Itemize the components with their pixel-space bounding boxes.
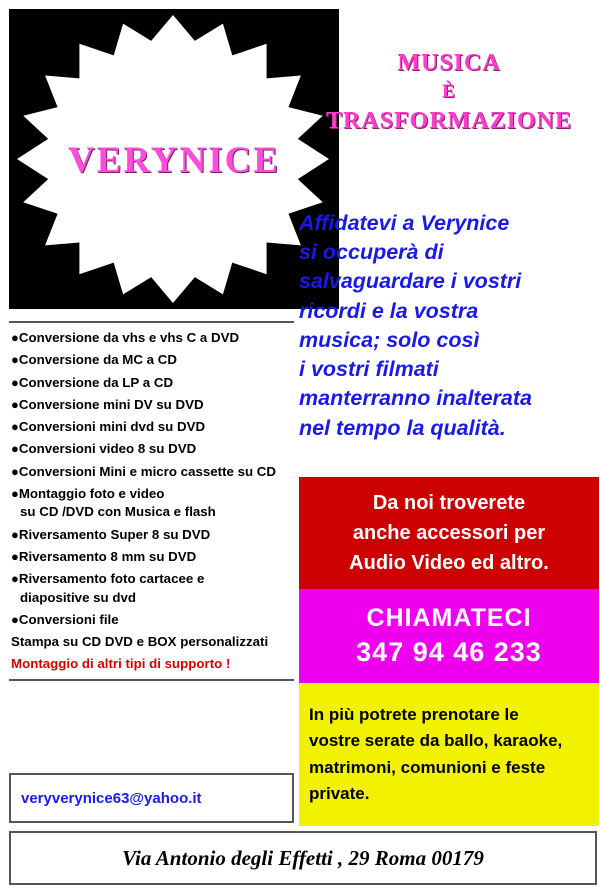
- bullet-icon: ●: [11, 441, 19, 457]
- bullet-icon: ●: [11, 330, 19, 345]
- bullet-icon: ●: [11, 463, 19, 479]
- list-item-label: Montaggio foto e video: [18, 486, 165, 502]
- events-line-3: matrimoni, comunioni e feste: [309, 757, 546, 777]
- pitch-line: ricordi e la vostra: [299, 298, 479, 323]
- events-line-1: In più potrete prenotare le: [309, 704, 519, 724]
- bullet-icon: ●: [11, 486, 19, 502]
- list-item-label: Stampa su CD DVD e BOX personalizzati: [11, 634, 269, 650]
- accessories-line-3: Audio Video ed altro.: [349, 552, 549, 574]
- page-title: [303, 47, 595, 137]
- call-label: CHIAMATECI: [366, 604, 532, 633]
- brand-name: VERYNICE: [67, 140, 281, 181]
- list-item: [11, 353, 294, 366]
- accessories-block: [299, 477, 599, 589]
- list-item: [11, 465, 294, 478]
- accessories-line-2: anche accessori per: [352, 522, 546, 544]
- pitch-line: Affidatevi a Verynice: [299, 211, 510, 235]
- list-item: [11, 376, 294, 389]
- list-item: [11, 398, 294, 411]
- list-item: [11, 420, 294, 433]
- events-line-4: private.: [309, 783, 370, 803]
- list-item: [11, 572, 294, 604]
- bullet-icon: ●: [11, 611, 19, 627]
- email-address[interactable]: veryverynice63@yahoo.it: [21, 789, 202, 807]
- list-item-label: Riversamento Super 8 su DVD: [18, 526, 211, 542]
- title-line-2: È: [442, 81, 456, 103]
- pitch-line: manterranno inalterata: [299, 386, 532, 411]
- list-item-sublabel: diapositive su dvd: [20, 589, 137, 605]
- events-line-2: vostre serate da ballo, karaoke,: [309, 731, 563, 751]
- pitch-line: si occuperà di: [299, 240, 444, 265]
- street-address: Via Antonio degli Effetti , 29 Roma 00179: [122, 845, 484, 870]
- services-list: [9, 321, 294, 681]
- bullet-icon: ●: [11, 396, 19, 412]
- bullet-icon: ●: [11, 419, 19, 435]
- list-item: [11, 550, 294, 563]
- list-item-label: Conversioni video 8 su DVD: [18, 441, 197, 457]
- list-item-label: Conversioni mini dvd su DVD: [18, 419, 206, 435]
- bullet-icon: ●: [11, 548, 19, 564]
- list-item: [11, 635, 294, 648]
- list-item-label: Conversioni Mini e micro cassette su CD: [18, 463, 277, 479]
- email-box[interactable]: [9, 773, 294, 823]
- pitch-line: nel tempo la qualità.: [299, 415, 506, 440]
- accessories-line-1: Da noi troverete: [372, 492, 526, 514]
- title-line-3: TRASFORMAZIONE: [325, 108, 573, 135]
- logo-starburst: [9, 9, 339, 309]
- contact-block: [299, 589, 599, 683]
- events-block: [299, 683, 599, 826]
- list-item: [11, 528, 294, 541]
- title-line-1: MUSICA: [397, 50, 501, 76]
- list-item-label: Conversione da MC a CD: [18, 352, 177, 368]
- list-item-label: Conversione mini DV su DVD: [18, 396, 204, 412]
- list-item: [11, 442, 294, 455]
- list-item-label: Conversione da LP a CD: [18, 374, 174, 390]
- bullet-icon: ●: [11, 571, 19, 587]
- phone-number[interactable]: 347 94 46 233: [356, 636, 542, 667]
- pitch-line: musica; solo così: [299, 327, 480, 352]
- list-item: [11, 613, 294, 626]
- list-item-sublabel: su CD /DVD con Musica e flash: [20, 504, 216, 520]
- pitch-line: i vostri filmati: [299, 357, 439, 382]
- list-item-label: Riversamento foto cartacee e: [18, 571, 205, 587]
- list-item-label: Riversamento 8 mm su DVD: [18, 548, 197, 564]
- bullet-icon: ●: [11, 526, 19, 542]
- bullet-icon: ●: [11, 374, 19, 390]
- address-bar: [9, 831, 597, 885]
- list-item-label: Conversioni file: [18, 611, 119, 627]
- pitch-line: salvaguardare i vostri: [299, 269, 522, 294]
- list-item: [11, 331, 294, 344]
- list-item: [11, 487, 294, 519]
- pitch-paragraph: [299, 209, 599, 443]
- bullet-icon: ●: [11, 352, 19, 368]
- list-item-label: Conversione da vhs e vhs C a DVD: [18, 330, 240, 345]
- services-highlight: Montaggio di altri tipi di supporto !: [11, 656, 231, 672]
